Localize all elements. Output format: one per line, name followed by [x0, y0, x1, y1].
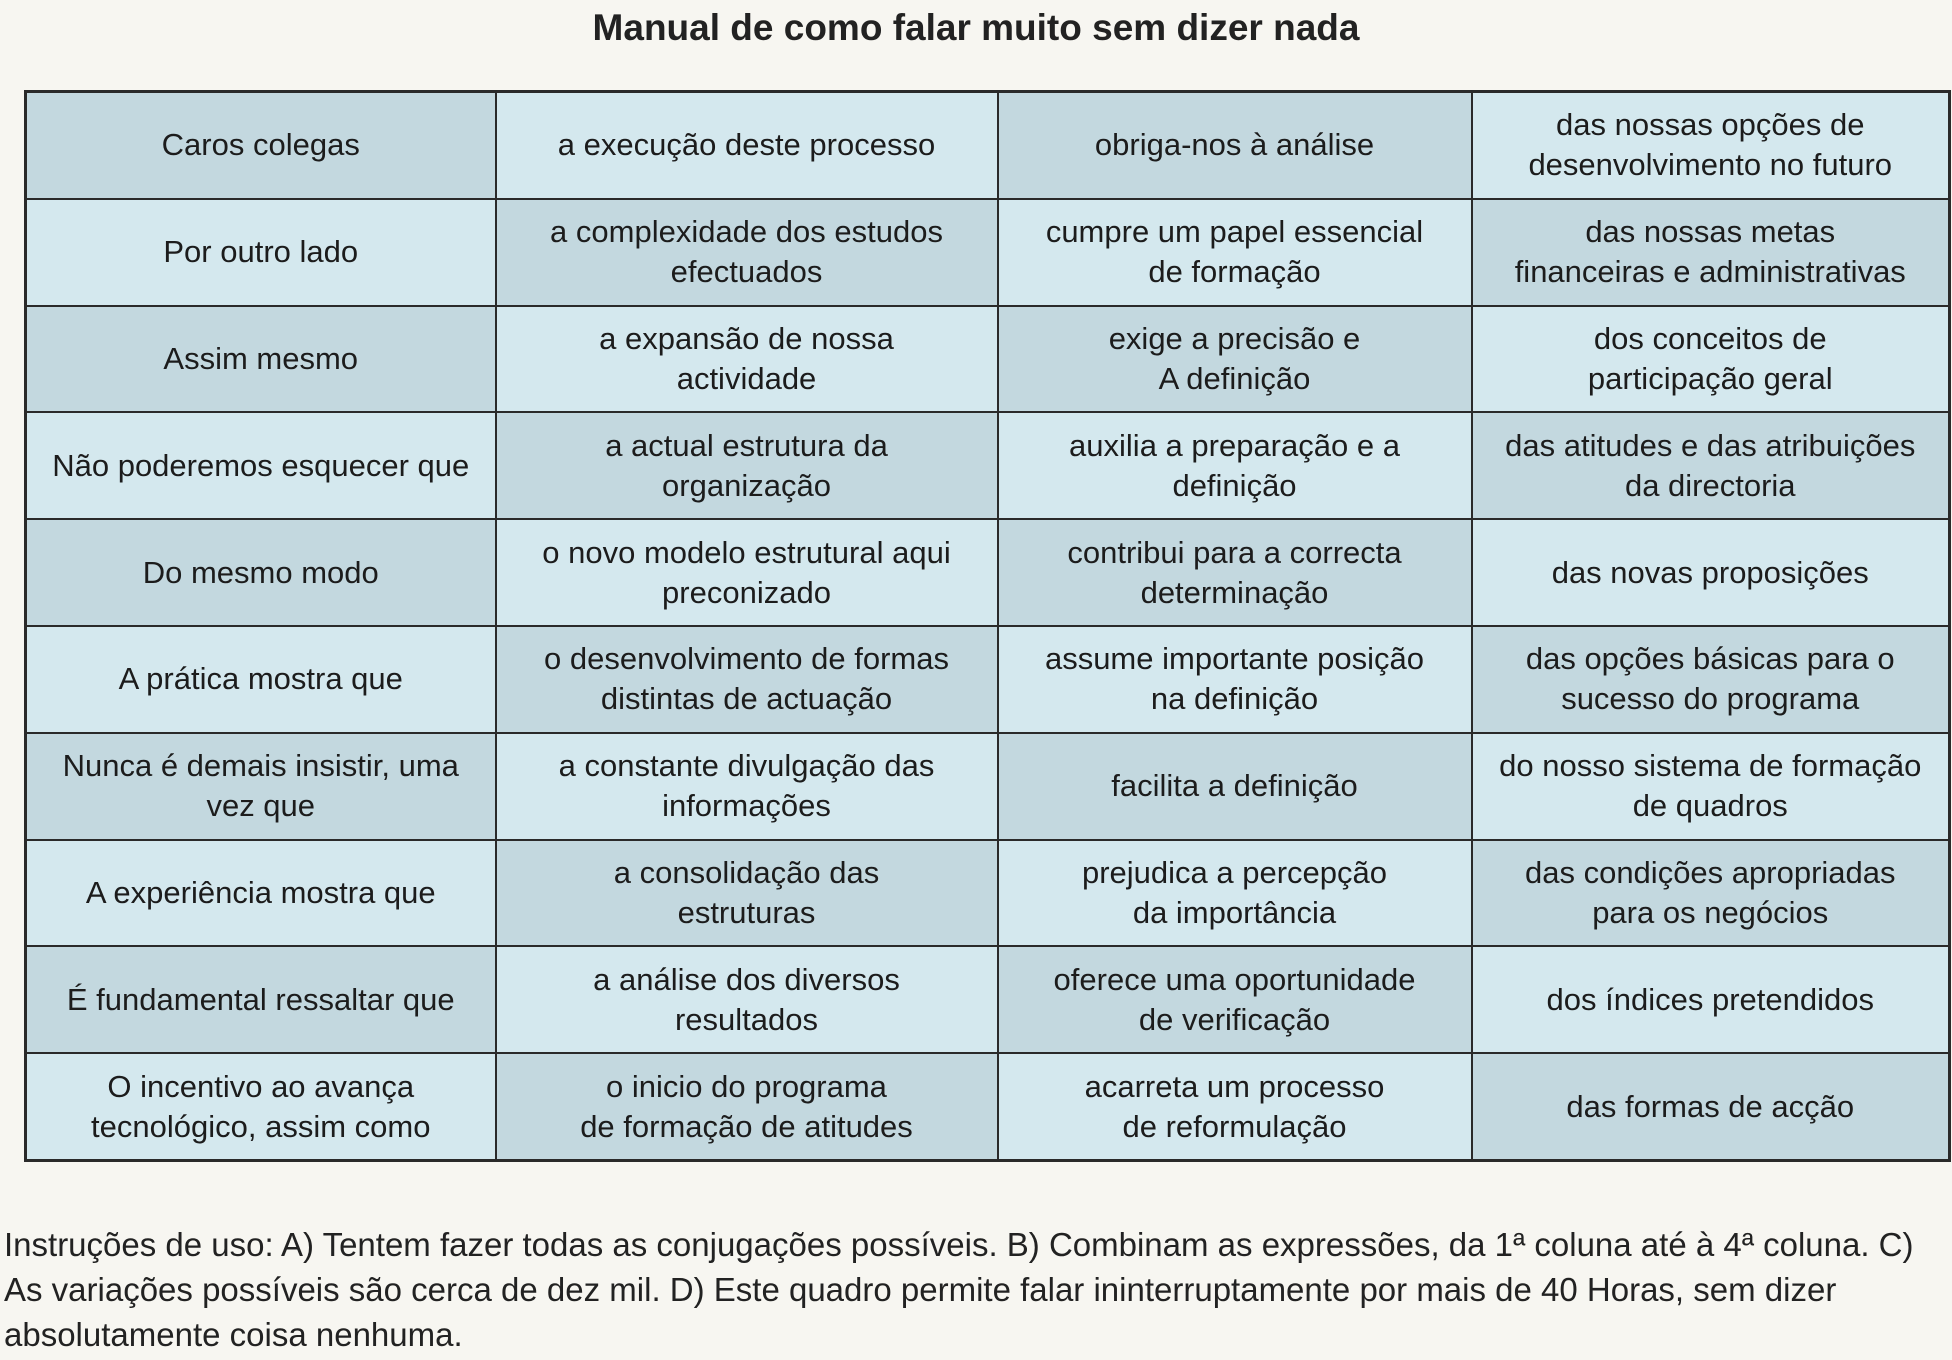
phrase-cell-col-1: Assim mesmo	[26, 306, 496, 413]
phrase-table-body	[26, 92, 1950, 1161]
table-row	[26, 1053, 1950, 1160]
phrase-cell-col-1: Nunca é demais insistir, uma vez que	[26, 733, 496, 840]
table-row	[26, 840, 1950, 947]
phrase-table	[24, 90, 1951, 1162]
phrase-cell-col-4: das nossas metas financeiras e administrativas	[1472, 199, 1950, 306]
phrase-cell-col-2: o novo modelo estrutural aqui preconizado	[496, 519, 998, 626]
phrase-cell-col-4: dos índices pretendidos	[1472, 946, 1950, 1053]
page-title: Manual de como falar muito sem dizer nada	[592, 7, 1360, 48]
phrase-cell-col-3: contribui para a correcta determinação	[998, 519, 1472, 626]
phrase-cell-col-4: das condições apropriadas para os negócios	[1472, 840, 1950, 947]
phrase-cell-col-1: O incentivo ao avança tecnológico, assim como	[26, 1053, 496, 1160]
phrase-cell-col-2: o desenvolvimento de formas distintas de actuação	[496, 626, 998, 733]
phrase-cell-col-1: É fundamental ressaltar que	[26, 946, 496, 1053]
phrase-cell-col-2: a constante divulgação das informações	[496, 733, 998, 840]
phrase-cell-col-1: Caros colegas	[26, 92, 496, 199]
phrase-cell-col-4: das opções básicas para o sucesso do programa	[1472, 626, 1950, 733]
phrase-cell-col-4: das formas de acção	[1472, 1053, 1950, 1160]
table-row	[26, 92, 1950, 199]
phrase-cell-col-1: Não poderemos esquecer que	[26, 412, 496, 519]
phrase-cell-col-4: das atitudes e das atribuições da directoria	[1472, 412, 1950, 519]
table-row	[26, 626, 1950, 733]
phrase-cell-col-2: a actual estrutura da organização	[496, 412, 998, 519]
phrase-cell-col-2: a expansão de nossa actividade	[496, 306, 998, 413]
table-row	[26, 199, 1950, 306]
phrase-cell-col-3: auxilia a preparação e a definição	[998, 412, 1472, 519]
phrase-cell-col-2: o inicio do programa de formação de atitudes	[496, 1053, 998, 1160]
phrase-cell-col-3: cumpre um papel essencial de formação	[998, 199, 1472, 306]
phrase-cell-col-3: facilita a definição	[998, 733, 1472, 840]
phrase-cell-col-1: A experiência mostra que	[26, 840, 496, 947]
phrase-cell-col-3: obriga-nos à análise	[998, 92, 1472, 199]
phrase-cell-col-3: prejudica a percepção da importância	[998, 840, 1472, 947]
usage-instructions: Instruções de uso: A) Tentem fazer todas as conjugações possíveis. B) Combinam as expressões, da 1ª coluna até à 4ª coluna. C) As variações possíveis são cerca de dez mil. D) Este quadro permite falar ininterruptamente por mais de 40 Horas, sem dizer absolutamente coisa nenhuma.	[4, 1226, 1914, 1353]
phrase-cell-col-2: a análise dos diversos resultados	[496, 946, 998, 1053]
table-row	[26, 519, 1950, 626]
phrase-cell-col-3: exige a precisão e A definição	[998, 306, 1472, 413]
table-row	[26, 733, 1950, 840]
phrase-cell-col-1: Do mesmo modo	[26, 519, 496, 626]
table-row	[26, 412, 1950, 519]
phrase-cell-col-4: dos conceitos de participação geral	[1472, 306, 1950, 413]
phrase-cell-col-3: assume importante posição na definição	[998, 626, 1472, 733]
phrase-cell-col-1: Por outro lado	[26, 199, 496, 306]
phrase-cell-col-1: A prática mostra que	[26, 626, 496, 733]
phrase-cell-col-3: acarreta um processo de reformulação	[998, 1053, 1472, 1160]
phrase-cell-col-4: do nosso sistema de formação de quadros	[1472, 733, 1950, 840]
phrase-cell-col-4: das nossas opções de desenvolvimento no futuro	[1472, 92, 1950, 199]
phrase-cell-col-2: a complexidade dos estudos efectuados	[496, 199, 998, 306]
table-row	[26, 306, 1950, 413]
phrase-cell-col-2: a execução deste processo	[496, 92, 998, 199]
phrase-cell-col-3: oferece uma oportunidade de verificação	[998, 946, 1472, 1053]
table-row	[26, 946, 1950, 1053]
phrase-cell-col-4: das novas proposições	[1472, 519, 1950, 626]
phrase-cell-col-2: a consolidação das estruturas	[496, 840, 998, 947]
